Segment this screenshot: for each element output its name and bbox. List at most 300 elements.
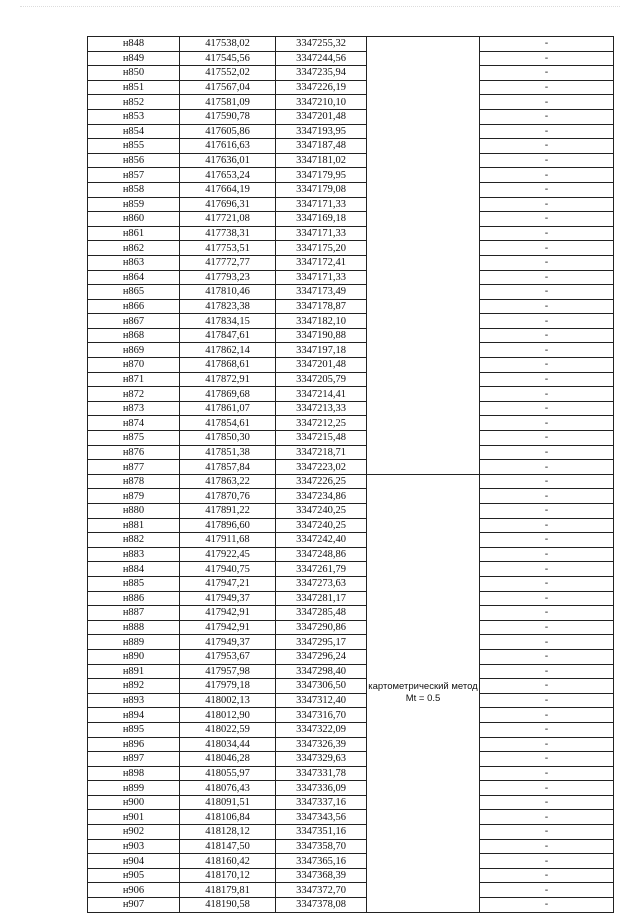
table-row	[88, 752, 614, 767]
table-row	[88, 839, 614, 854]
dash-cell: -	[480, 241, 614, 256]
dash-cell: -	[480, 212, 614, 227]
point-id: н877	[88, 460, 180, 475]
point-id: н883	[88, 547, 180, 562]
coord-x: 417664,19	[180, 182, 276, 197]
coord-x: 418012,90	[180, 708, 276, 723]
dash-cell: -	[480, 591, 614, 606]
point-id: н861	[88, 226, 180, 241]
dash-cell: -	[480, 504, 614, 519]
coord-x: 417590,78	[180, 109, 276, 124]
coord-x: 418076,43	[180, 781, 276, 796]
point-id: н859	[88, 197, 180, 212]
dash-cell: -	[480, 80, 614, 95]
table-row	[88, 241, 614, 256]
table-row	[88, 139, 614, 154]
point-id: н900	[88, 795, 180, 810]
coord-y: 3347171,33	[276, 226, 367, 241]
dash-cell: -	[480, 679, 614, 694]
point-id: н856	[88, 153, 180, 168]
coord-y: 3347242,40	[276, 533, 367, 548]
table-row	[88, 37, 614, 52]
coord-y: 3347193,95	[276, 124, 367, 139]
coord-x: 417581,09	[180, 95, 276, 110]
coord-y: 3347215,48	[276, 431, 367, 446]
point-id: н906	[88, 883, 180, 898]
coord-x: 417949,37	[180, 635, 276, 650]
coord-y: 3347358,70	[276, 839, 367, 854]
coord-y: 3347240,25	[276, 504, 367, 519]
point-id: н857	[88, 168, 180, 183]
point-id: н875	[88, 431, 180, 446]
coord-x: 417721,08	[180, 212, 276, 227]
coord-x: 417653,24	[180, 168, 276, 183]
table-row	[88, 606, 614, 621]
coord-y: 3347178,87	[276, 299, 367, 314]
table-row	[88, 445, 614, 460]
coord-y: 3347234,86	[276, 489, 367, 504]
coord-x: 417872,91	[180, 372, 276, 387]
point-id: н884	[88, 562, 180, 577]
coord-y: 3347218,71	[276, 445, 367, 460]
coord-x: 417863,22	[180, 474, 276, 489]
dash-cell: -	[480, 460, 614, 475]
dash-cell: -	[480, 314, 614, 329]
point-id: н863	[88, 255, 180, 270]
coord-y: 3347169,18	[276, 212, 367, 227]
coord-x: 417940,75	[180, 562, 276, 577]
point-id: н894	[88, 708, 180, 723]
point-id: н888	[88, 620, 180, 635]
table-row	[88, 387, 614, 402]
coord-x: 417870,76	[180, 489, 276, 504]
table-row	[88, 722, 614, 737]
coord-x: 418170,12	[180, 868, 276, 883]
dash-cell: -	[480, 810, 614, 825]
table-row	[88, 708, 614, 723]
point-id: н862	[88, 241, 180, 256]
dash-cell: -	[480, 766, 614, 781]
point-id: н904	[88, 854, 180, 869]
point-id: н897	[88, 752, 180, 767]
dash-cell: -	[480, 51, 614, 66]
coord-y: 3347235,94	[276, 66, 367, 81]
table-row	[88, 358, 614, 373]
coord-x: 417834,15	[180, 314, 276, 329]
coord-y: 3347285,48	[276, 606, 367, 621]
coord-x: 417636,01	[180, 153, 276, 168]
coord-y: 3347295,17	[276, 635, 367, 650]
coord-x: 418128,12	[180, 825, 276, 840]
method-cell-upper	[367, 37, 480, 475]
coord-x: 418160,42	[180, 854, 276, 869]
coord-x: 418022,59	[180, 722, 276, 737]
coord-y: 3347337,16	[276, 795, 367, 810]
dash-cell: -	[480, 197, 614, 212]
dash-cell: -	[480, 445, 614, 460]
dash-cell: -	[480, 416, 614, 431]
table-row	[88, 372, 614, 387]
dash-cell: -	[480, 576, 614, 591]
dash-cell: -	[480, 547, 614, 562]
table-row	[88, 255, 614, 270]
table-row	[88, 533, 614, 548]
table-row	[88, 51, 614, 66]
dash-cell: -	[480, 620, 614, 635]
coord-x: 418034,44	[180, 737, 276, 752]
coord-x: 418179,81	[180, 883, 276, 898]
coord-x: 417552,02	[180, 66, 276, 81]
coord-x: 417922,45	[180, 547, 276, 562]
point-id: н892	[88, 679, 180, 694]
coord-y: 3347316,70	[276, 708, 367, 723]
point-id: н902	[88, 825, 180, 840]
table-row	[88, 285, 614, 300]
point-id: н880	[88, 504, 180, 519]
point-id: н889	[88, 635, 180, 650]
point-id: н905	[88, 868, 180, 883]
coord-y: 3347329,63	[276, 752, 367, 767]
coord-x: 418147,50	[180, 839, 276, 854]
table-row	[88, 328, 614, 343]
table-row	[88, 460, 614, 475]
coord-y: 3347182,10	[276, 314, 367, 329]
coord-y: 3347197,18	[276, 343, 367, 358]
coord-x: 417862,14	[180, 343, 276, 358]
coord-x: 417868,61	[180, 358, 276, 373]
table-row	[88, 766, 614, 781]
coord-y: 3347179,95	[276, 168, 367, 183]
table-row	[88, 883, 614, 898]
coord-y: 3347210,10	[276, 95, 367, 110]
table-row	[88, 109, 614, 124]
coord-y: 3347296,24	[276, 649, 367, 664]
coord-x: 417911,68	[180, 533, 276, 548]
point-id: н896	[88, 737, 180, 752]
coord-y: 3347172,41	[276, 255, 367, 270]
point-id: н885	[88, 576, 180, 591]
method-note: картометрический метод Mt = 0.5	[367, 474, 480, 912]
coord-x: 417850,30	[180, 431, 276, 446]
coord-x: 417869,68	[180, 387, 276, 402]
coord-y: 3347306,50	[276, 679, 367, 694]
coord-y: 3347372,70	[276, 883, 367, 898]
point-id: н893	[88, 693, 180, 708]
table-row	[88, 489, 614, 504]
coord-x: 417772,77	[180, 255, 276, 270]
coord-y: 3347273,63	[276, 576, 367, 591]
point-id: н851	[88, 80, 180, 95]
coord-x: 417545,56	[180, 51, 276, 66]
coord-x: 417857,84	[180, 460, 276, 475]
table-row	[88, 635, 614, 650]
point-id: н860	[88, 212, 180, 227]
coord-x: 417947,21	[180, 576, 276, 591]
dash-cell: -	[480, 664, 614, 679]
point-id: н882	[88, 533, 180, 548]
table-row	[88, 737, 614, 752]
table-row	[88, 401, 614, 416]
point-id: н872	[88, 387, 180, 402]
coord-y: 3347171,33	[276, 270, 367, 285]
point-id: н907	[88, 898, 180, 913]
coord-y: 3347226,25	[276, 474, 367, 489]
table-row	[88, 416, 614, 431]
coord-y: 3347255,32	[276, 37, 367, 52]
dash-cell: -	[480, 270, 614, 285]
point-id: н890	[88, 649, 180, 664]
dash-cell: -	[480, 795, 614, 810]
coord-x: 417979,18	[180, 679, 276, 694]
table-row	[88, 431, 614, 446]
coord-y: 3347212,25	[276, 416, 367, 431]
table-row	[88, 153, 614, 168]
dash-cell: -	[480, 401, 614, 416]
coord-y: 3347213,33	[276, 401, 367, 416]
coord-y: 3347181,02	[276, 153, 367, 168]
dash-cell: -	[480, 95, 614, 110]
table-row	[88, 124, 614, 139]
point-id: н887	[88, 606, 180, 621]
dash-cell: -	[480, 372, 614, 387]
table-row	[88, 197, 614, 212]
point-id: н867	[88, 314, 180, 329]
point-id: н869	[88, 343, 180, 358]
table-row	[88, 80, 614, 95]
dash-cell: -	[480, 168, 614, 183]
coord-y: 3347326,39	[276, 737, 367, 752]
point-id: н886	[88, 591, 180, 606]
point-id: н850	[88, 66, 180, 81]
coord-x: 418046,28	[180, 752, 276, 767]
coord-x: 418106,84	[180, 810, 276, 825]
dash-cell: -	[480, 489, 614, 504]
coord-y: 3347171,33	[276, 197, 367, 212]
point-id: н879	[88, 489, 180, 504]
dash-cell: -	[480, 182, 614, 197]
table-row	[88, 795, 614, 810]
table-row	[88, 299, 614, 314]
dash-cell: -	[480, 285, 614, 300]
coord-y: 3347378,08	[276, 898, 367, 913]
table-row	[88, 270, 614, 285]
table-row	[88, 547, 614, 562]
point-id: н870	[88, 358, 180, 373]
coord-x: 417538,02	[180, 37, 276, 52]
dash-cell: -	[480, 37, 614, 52]
dash-cell: -	[480, 328, 614, 343]
coord-y: 3347173,49	[276, 285, 367, 300]
coord-y: 3347179,08	[276, 182, 367, 197]
dash-cell: -	[480, 299, 614, 314]
table-row	[88, 168, 614, 183]
point-id: н876	[88, 445, 180, 460]
coord-x: 417854,61	[180, 416, 276, 431]
table-row	[88, 591, 614, 606]
dash-cell: -	[480, 693, 614, 708]
point-id: н873	[88, 401, 180, 416]
dash-cell: -	[480, 358, 614, 373]
coord-x: 417810,46	[180, 285, 276, 300]
point-id: н848	[88, 37, 180, 52]
coord-y: 3347240,25	[276, 518, 367, 533]
dash-cell: -	[480, 606, 614, 621]
table-row	[88, 212, 614, 227]
coord-y: 3347298,40	[276, 664, 367, 679]
dash-cell: -	[480, 854, 614, 869]
coord-x: 417696,31	[180, 197, 276, 212]
table-row	[88, 649, 614, 664]
point-id: н878	[88, 474, 180, 489]
point-id: н864	[88, 270, 180, 285]
dash-cell: -	[480, 343, 614, 358]
dash-cell: -	[480, 562, 614, 577]
coord-x: 417738,31	[180, 226, 276, 241]
coord-x: 417605,86	[180, 124, 276, 139]
dash-cell: -	[480, 839, 614, 854]
dash-cell: -	[480, 474, 614, 489]
point-id: н895	[88, 722, 180, 737]
coord-y: 3347261,79	[276, 562, 367, 577]
point-id: н852	[88, 95, 180, 110]
coord-x: 417793,23	[180, 270, 276, 285]
table-row	[88, 620, 614, 635]
point-id: н881	[88, 518, 180, 533]
coord-x: 417616,63	[180, 139, 276, 154]
coord-y: 3347351,16	[276, 825, 367, 840]
table-row	[88, 182, 614, 197]
coord-y: 3347365,16	[276, 854, 367, 869]
coord-y: 3347312,40	[276, 693, 367, 708]
dash-cell: -	[480, 431, 614, 446]
point-id: н901	[88, 810, 180, 825]
coord-y: 3347244,56	[276, 51, 367, 66]
coord-x: 417949,37	[180, 591, 276, 606]
coord-y: 3347248,86	[276, 547, 367, 562]
dash-cell: -	[480, 255, 614, 270]
coordinates-table	[87, 36, 614, 913]
point-id: н871	[88, 372, 180, 387]
dash-cell: -	[480, 737, 614, 752]
dash-cell: -	[480, 883, 614, 898]
table-row	[88, 518, 614, 533]
point-id: н874	[88, 416, 180, 431]
table-row	[88, 562, 614, 577]
dash-cell: -	[480, 226, 614, 241]
table-row	[88, 314, 614, 329]
dash-cell: -	[480, 649, 614, 664]
coord-x: 417851,38	[180, 445, 276, 460]
coord-y: 3347281,17	[276, 591, 367, 606]
coord-x: 417891,22	[180, 504, 276, 519]
point-id: н849	[88, 51, 180, 66]
point-id: н858	[88, 182, 180, 197]
coord-y: 3347190,88	[276, 328, 367, 343]
table-row	[88, 664, 614, 679]
table-row	[88, 95, 614, 110]
coord-x: 417942,91	[180, 620, 276, 635]
dash-cell: -	[480, 781, 614, 796]
point-id: н855	[88, 139, 180, 154]
table-row	[88, 825, 614, 840]
point-id: н868	[88, 328, 180, 343]
table-row	[88, 810, 614, 825]
table-row	[88, 504, 614, 519]
point-id: н898	[88, 766, 180, 781]
table-row	[88, 576, 614, 591]
table-row	[88, 226, 614, 241]
dash-cell: -	[480, 825, 614, 840]
coord-y: 3347187,48	[276, 139, 367, 154]
dash-cell: -	[480, 533, 614, 548]
coord-x: 417896,60	[180, 518, 276, 533]
dash-cell: -	[480, 153, 614, 168]
coord-y: 3347223,02	[276, 460, 367, 475]
coord-y: 3347214,41	[276, 387, 367, 402]
dash-cell: -	[480, 387, 614, 402]
point-id: н891	[88, 664, 180, 679]
dash-cell: -	[480, 868, 614, 883]
coord-y: 3347201,48	[276, 109, 367, 124]
table-row	[88, 474, 614, 489]
coord-y: 3347201,48	[276, 358, 367, 373]
coord-y: 3347226,19	[276, 80, 367, 95]
coord-x: 417847,61	[180, 328, 276, 343]
coord-y: 3347368,39	[276, 868, 367, 883]
coord-y: 3347175,20	[276, 241, 367, 256]
point-id: н866	[88, 299, 180, 314]
table-row	[88, 781, 614, 796]
coord-x: 418091,51	[180, 795, 276, 810]
dash-cell: -	[480, 124, 614, 139]
coord-x: 417953,67	[180, 649, 276, 664]
coord-y: 3347205,79	[276, 372, 367, 387]
dash-cell: -	[480, 139, 614, 154]
coord-x: 417567,04	[180, 80, 276, 95]
coord-x: 417957,98	[180, 664, 276, 679]
table-row	[88, 679, 614, 694]
table-row	[88, 868, 614, 883]
table-row	[88, 66, 614, 81]
dash-cell: -	[480, 752, 614, 767]
coord-y: 3347322,09	[276, 722, 367, 737]
coord-x: 417861,07	[180, 401, 276, 416]
point-id: н903	[88, 839, 180, 854]
dash-cell: -	[480, 708, 614, 723]
coord-x: 418055,97	[180, 766, 276, 781]
coord-x: 417823,38	[180, 299, 276, 314]
table-row	[88, 854, 614, 869]
coord-x: 418190,58	[180, 898, 276, 913]
dash-cell: -	[480, 109, 614, 124]
dash-cell: -	[480, 635, 614, 650]
dash-cell: -	[480, 898, 614, 913]
point-id: н854	[88, 124, 180, 139]
scan-header-marks	[20, 6, 620, 15]
coord-y: 3347343,56	[276, 810, 367, 825]
dash-cell: -	[480, 66, 614, 81]
point-id: н853	[88, 109, 180, 124]
coord-x: 417942,91	[180, 606, 276, 621]
coordinates-table-body	[88, 37, 614, 913]
table-row	[88, 693, 614, 708]
coord-x: 417753,51	[180, 241, 276, 256]
coord-y: 3347336,09	[276, 781, 367, 796]
coord-y: 3347290,86	[276, 620, 367, 635]
table-row	[88, 343, 614, 358]
coord-y: 3347331,78	[276, 766, 367, 781]
coord-x: 418002,13	[180, 693, 276, 708]
